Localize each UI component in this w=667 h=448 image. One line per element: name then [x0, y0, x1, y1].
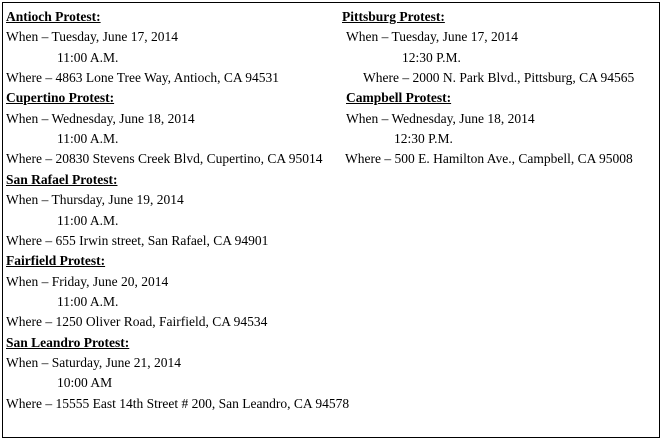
campbell-title: Campbell Protest:	[346, 90, 452, 105]
san-leandro-title: San Leandro Protest:	[6, 335, 130, 350]
cupertino-where: Where – 20830 Stevens Creek Blvd, Cupertino, CA 95014	[6, 151, 323, 166]
san-leandro-time: 10:00 AM	[57, 375, 113, 390]
campbell-when: When – Wednesday, June 18, 2014	[346, 111, 535, 126]
cupertino-title: Cupertino Protest:	[6, 90, 115, 105]
san-rafael-where: Where – 655 Irwin street, San Rafael, CA 94901	[6, 233, 269, 248]
cupertino-time: 11:00 A.M.	[57, 131, 119, 146]
antioch-time: 11:00 A.M.	[57, 50, 119, 65]
fairfield-title: Fairfield Protest:	[6, 253, 106, 268]
san-rafael-time: 11:00 A.M.	[57, 213, 119, 228]
fairfield-time: 11:00 A.M.	[57, 294, 119, 309]
pittsburg-where: Where – 2000 N. Park Blvd., Pittsburg, CA 94565	[363, 70, 635, 85]
san-rafael-title: San Rafael Protest:	[6, 172, 118, 187]
campbell-where: Where – 500 E. Hamilton Ave., Campbell, CA 95008	[345, 151, 633, 166]
cupertino-when: When – Wednesday, June 18, 2014	[6, 111, 195, 126]
san-rafael-when: When – Thursday, June 19, 2014	[6, 192, 184, 207]
campbell-time: 12:30 P.M.	[394, 131, 453, 146]
fairfield-where: Where – 1250 Oliver Road, Fairfield, CA 94534	[6, 314, 268, 329]
san-leandro-where: Where – 15555 East 14th Street # 200, San Leandro, CA 94578	[6, 396, 350, 411]
pittsburg-when: When – Tuesday, June 17, 2014	[346, 29, 518, 44]
san-leandro-when: When – Saturday, June 21, 2014	[6, 355, 181, 370]
fairfield-when: When – Friday, June 20, 2014	[6, 274, 169, 289]
antioch-where: Where – 4863 Lone Tree Way, Antioch, CA 94531	[6, 70, 280, 85]
antioch-when: When – Tuesday, June 17, 2014	[6, 29, 178, 44]
antioch-title: Antioch Protest:	[6, 9, 101, 24]
pittsburg-title: Pittsburg Protest:	[342, 9, 445, 24]
pittsburg-time: 12:30 P.M.	[402, 50, 461, 65]
